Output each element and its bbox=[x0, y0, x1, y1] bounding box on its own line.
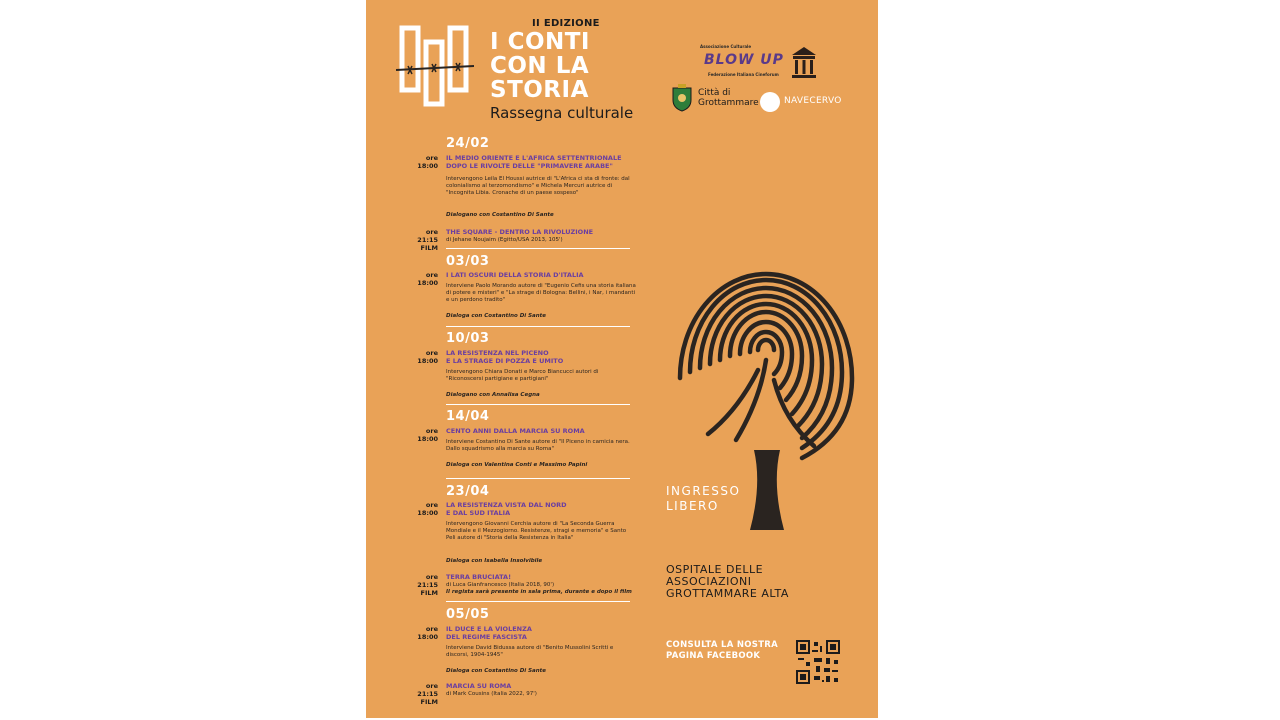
event-time: ore 18:00 bbox=[417, 501, 438, 517]
film-time bbox=[406, 682, 438, 706]
free-entry-line: INGRESSO bbox=[666, 484, 741, 498]
title-line: STORIA bbox=[490, 77, 589, 103]
event-title-line: DOPO LE RIVOLTE DELLE "PRIMAVERE ARABE" bbox=[446, 162, 613, 170]
event-time: ore 18:00 bbox=[417, 625, 438, 641]
host-line: ASSOCIAZIONI bbox=[666, 575, 752, 588]
temple-logo-icon bbox=[790, 45, 818, 83]
film-title: THE SQUARE - DENTRO LA RIVOLUZIONE bbox=[446, 228, 594, 236]
event-time: ore 18:00 bbox=[417, 154, 438, 170]
host-line: OSPITALE DELLE bbox=[666, 563, 764, 576]
event-description: Intervengono Giovanni Cerchia autore di "La Seconda Guerra Mondiale e il Mezzogiorno. Resistenze, stragi e memoria" e Santo Peli autore di "Storia della Resistenza in Italia" bbox=[446, 521, 627, 541]
event-date: 24/02 bbox=[446, 136, 490, 151]
event-moderator: Dialoga con Isabella Insolvibile bbox=[446, 558, 543, 564]
event-date: 03/03 bbox=[446, 254, 490, 269]
event-moderator: Dialogano con Annalisa Cegna bbox=[446, 392, 540, 398]
film-note: Il regista sarà presente in sala prima, durante e dopo il film bbox=[446, 589, 632, 595]
event-time: ore 18:00 bbox=[417, 349, 438, 365]
event-title-line: E DAL SUD ITALIA bbox=[446, 509, 511, 517]
film-label: FILM bbox=[420, 698, 438, 706]
film-description: di Jehane Noujaim (Egitto/USA 2013, 105') bbox=[446, 237, 563, 243]
cta-line: PAGINA FACEBOOK bbox=[666, 651, 761, 661]
event-date: 05/05 bbox=[446, 607, 490, 622]
host-line: GROTTAMMARE ALTA bbox=[666, 587, 789, 600]
blow-up-logo: BLOW UP bbox=[704, 52, 784, 68]
event-poster bbox=[366, 0, 878, 718]
film-time-line: ore 21:15 bbox=[417, 573, 438, 589]
event-moderator: Dialoga con Costantino Di Sante bbox=[446, 668, 547, 674]
federazione-label: Federazione Italiana Cineforum bbox=[708, 72, 779, 77]
event-date: 23/04 bbox=[446, 484, 490, 499]
film-time-line: ore 21:15 bbox=[417, 682, 438, 698]
festival-title bbox=[490, 30, 590, 102]
host-label bbox=[666, 564, 789, 600]
edition-label: II EDIZIONE bbox=[532, 18, 600, 29]
event-title bbox=[446, 349, 646, 365]
title-line: I CONTI bbox=[490, 29, 590, 55]
event-title-line: LA RESISTENZA VISTA DAL NORD bbox=[446, 501, 567, 509]
event-title-line: E LA STRAGE DI POZZA E UMITO bbox=[446, 357, 564, 365]
event-date: 10/03 bbox=[446, 331, 490, 346]
event-title-line: LA RESISTENZA NEL PICENO bbox=[446, 349, 549, 357]
film-time bbox=[406, 228, 438, 252]
event-title bbox=[446, 625, 646, 641]
city-crest-icon bbox=[670, 84, 694, 112]
event-title-line: DEL REGIME FASCISTA bbox=[446, 633, 527, 641]
event-moderator: Dialoga con Costantino Di Sante bbox=[446, 313, 547, 319]
event-description: Interviene David Bidussa autore di "Benito Mussolini Scritti e discorsi, 1904-1945" bbox=[446, 645, 614, 658]
cta-line: CONSULTA LA NOSTRA bbox=[666, 640, 779, 650]
event-title-line: IL MEDIO ORIENTE E L'AFRICA SETTENTRIONALE bbox=[446, 154, 622, 162]
film-title: MARCIA SU ROMA bbox=[446, 682, 512, 690]
divider bbox=[446, 404, 630, 405]
navecervo-logo-icon bbox=[760, 92, 780, 112]
film-label: FILM bbox=[420, 244, 438, 252]
qr-code-icon[interactable] bbox=[796, 640, 840, 684]
film-description: di Luca Gianfrancesco (Italia 2018, 90') bbox=[446, 582, 555, 588]
facebook-cta bbox=[666, 640, 778, 662]
event-description: Intervengono Leila El Houssi autrice di "L'Africa ci sta di fronte: dal colonialismo al terzomondismo" e Michela Mercuri autrice di "Incognita Libia. Cronache di un paese sospeso" bbox=[446, 176, 630, 196]
navecervo-name: NAVECERVO bbox=[784, 96, 842, 106]
film-description: di Mark Cousins (Italia 2022, 97') bbox=[446, 691, 537, 697]
free-entry-label bbox=[666, 484, 740, 514]
event-description: Interviene Costantino Di Sante autore di "Il Piceno in camicia nera. Dallo squadrismo alla marcia su Roma" bbox=[446, 439, 630, 452]
event-moderator: Dialoga con Valentina Conti e Massimo Papini bbox=[446, 462, 588, 468]
film-title: TERRA BRUCIATA! bbox=[446, 573, 512, 581]
event-title bbox=[446, 154, 646, 170]
film-time-line: ore 21:15 bbox=[417, 228, 438, 244]
festival-logo-icon bbox=[396, 22, 474, 114]
city-line: Grottammare bbox=[698, 98, 759, 108]
event-title-line: IL DUCE E LA VIOLENZA bbox=[446, 625, 532, 633]
film-label: FILM bbox=[420, 589, 438, 597]
divider bbox=[446, 248, 630, 249]
festival-subtitle: Rassegna culturale bbox=[490, 104, 634, 122]
event-description: Intervengono Chiara Donati e Marco Biancucci autori di "Riconoscersi partigiane e partigiani" bbox=[446, 369, 599, 382]
event-title: CENTO ANNI DALLA MARCIA SU ROMA bbox=[446, 427, 585, 435]
divider bbox=[446, 478, 630, 479]
city-line: Città di bbox=[698, 88, 731, 98]
event-title bbox=[446, 501, 646, 517]
free-entry-line: LIBERO bbox=[666, 499, 719, 513]
title-line: CON LA bbox=[490, 53, 590, 79]
divider bbox=[446, 326, 630, 327]
city-name bbox=[698, 88, 759, 108]
film-time bbox=[406, 573, 438, 597]
event-time: ore 18:00 bbox=[417, 427, 438, 443]
event-title: I LATI OSCURI DELLA STORIA D'ITALIA bbox=[446, 271, 584, 279]
event-moderator: Dialogano con Costantino Di Sante bbox=[446, 212, 554, 218]
assoc-label: Associazione Culturale bbox=[700, 44, 752, 49]
event-time: ore 18:00 bbox=[417, 271, 438, 287]
divider bbox=[446, 601, 630, 602]
event-date: 14/04 bbox=[446, 409, 490, 424]
event-description: Interviene Paolo Morando autore di "Eugenio Cefis una storia italiana di potere e misteri" e "La strage di Bologna: Bellini, i Nar, i mandanti e un perdono tradito" bbox=[446, 283, 636, 303]
